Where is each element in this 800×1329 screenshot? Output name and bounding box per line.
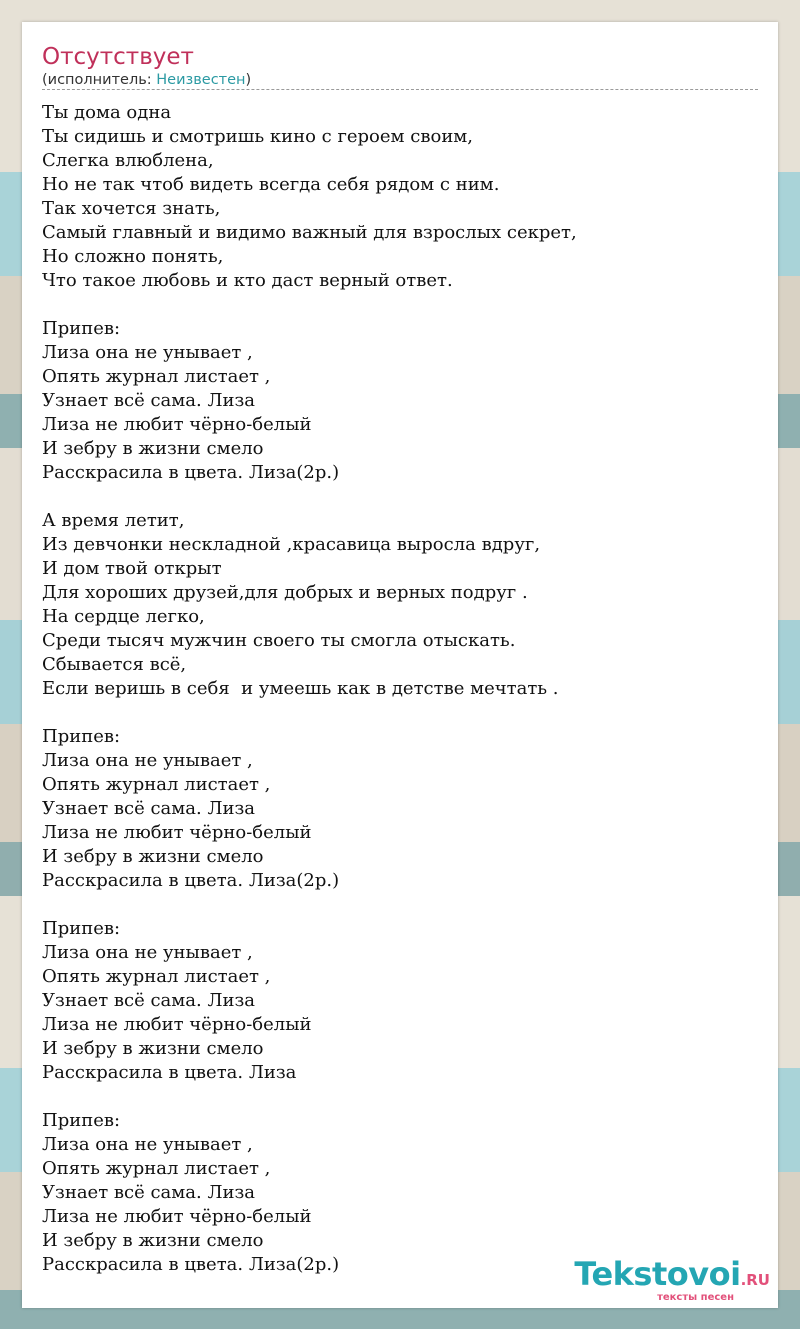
logo-main-text: Tekstovoi bbox=[574, 1255, 741, 1293]
artist-line bbox=[42, 70, 251, 90]
artist-suffix: ) bbox=[245, 72, 252, 88]
site-logo[interactable] bbox=[574, 1255, 770, 1304]
header-divider bbox=[42, 89, 758, 90]
lyrics-card bbox=[22, 22, 778, 1308]
logo-tagline: тексты песен bbox=[657, 1292, 734, 1303]
song-title: Отсутствует bbox=[42, 44, 194, 70]
artist-prefix: (исполнитель: bbox=[42, 72, 157, 88]
lyrics-text: Ты дома одна Ты сидишь и смотришь кино с героем своим, Слегка влюблена, Но не так чтоб видеть всегда себя рядом с ним. Так хочется знать, Самый главный и видимо важный для взрослых секрет, Но сложно понять, Что такое любовь и кто даст верный ответ. Припев: Лиза она не унывает , Опять журнал листает , Узнает всё сама. Лиза Лиза не любит чёрно-белый И зебру в жизни смело Расскрасила в цвета. Лиза(2р.) А время летит, Из девчонки нескладной ,красавица выросла вдруг, И дом твой открыт Для хороших друзей,для добрых и верных подруг . На сердце легко, Среди тысяч мужчин своего ты смогла отыскать. Сбывается всё, Если веришь в себя и умеешь как в детстве мечтать . Припев: Лиза она не унывает , Опять журнал листает , Узнает всё сама. Лиза Лиза не любит чёрно-белый И зебру в жизни смело Расскрасила в цвета. Лиза(2р.) Припев: Лиза она не унывает , Опять журнал листает , Узнает всё сама. Лиза Лиза не любит чёрно-белый И зебру в жизни смело Расскрасила в цвета. Лиза Припев: Лиза она не унывает , Опять журнал листает , Узнает всё сама. Лиза Лиза не любит чёрно-белый И зебру в жизни смело Расскрасила в цвета. Лиза(2р.) bbox=[42, 102, 577, 1275]
logo-wordmark bbox=[574, 1255, 770, 1296]
logo-tld: .RU bbox=[740, 1271, 770, 1289]
artist-link[interactable]: Неизвестен bbox=[156, 72, 246, 88]
